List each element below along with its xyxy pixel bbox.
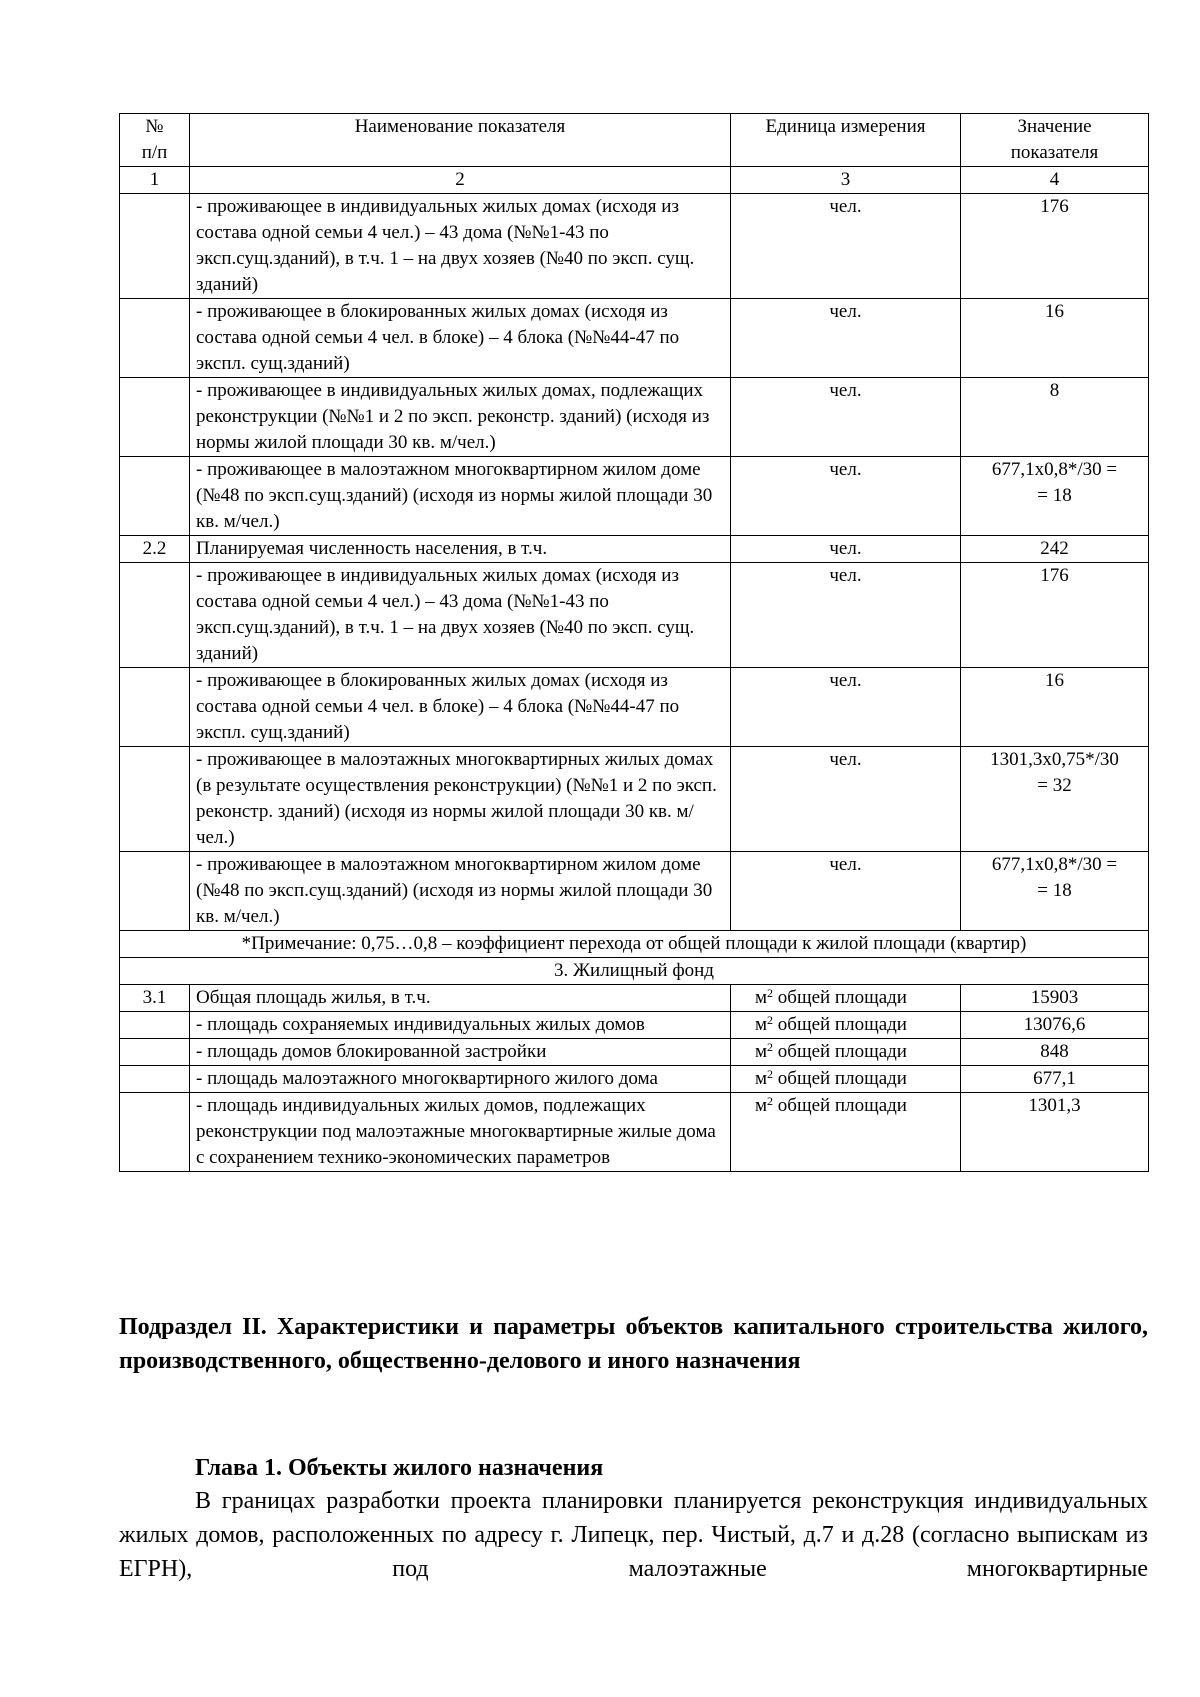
unit-superscript: 2 bbox=[767, 1094, 774, 1108]
indicator-value: 16 bbox=[961, 668, 1149, 747]
row-number: 2.2 bbox=[120, 536, 190, 563]
indicator-value: 13076,6 bbox=[961, 1012, 1149, 1039]
indicator-value: 8 bbox=[961, 378, 1149, 457]
row-number bbox=[120, 747, 190, 852]
indicator-unit: чел. bbox=[731, 668, 961, 747]
indicator-name: - площадь домов блокированной застройки bbox=[190, 1039, 731, 1066]
unit-suffix: общей площади bbox=[773, 1068, 907, 1089]
unit-suffix: общей площади bbox=[773, 987, 907, 1008]
column-number: 1 bbox=[120, 167, 190, 194]
table-row bbox=[120, 536, 1149, 563]
indicator-value: 1301,3х0,75*/30 = 32 bbox=[961, 747, 1149, 852]
table-row bbox=[120, 985, 1149, 1012]
section-heading: 3. Жилищный фонд bbox=[120, 958, 1149, 985]
table-row bbox=[120, 1012, 1149, 1039]
row-number bbox=[120, 563, 190, 668]
indicator-unit bbox=[731, 1093, 961, 1172]
column-number: 2 bbox=[190, 167, 731, 194]
indicator-name: - площадь малоэтажного многоквартирного жилого дома bbox=[190, 1066, 731, 1093]
table-row bbox=[120, 1039, 1149, 1066]
table-row bbox=[120, 378, 1149, 457]
table-row bbox=[120, 299, 1149, 378]
indicator-unit bbox=[731, 985, 961, 1012]
table-row bbox=[120, 668, 1149, 747]
indicator-name: - проживающее в малоэтажных многоквартирных жилых домах (в результате осуществления реконструкции) (№№1 и 2 по эксп. реконстр. зданий) (исходя из нормы жилой площади 30 кв. м/чел.) bbox=[190, 747, 731, 852]
table-note: *Примечание: 0,75…0,8 – коэффициент перехода от общей площади к жилой площади (квартир) bbox=[120, 931, 1149, 958]
row-number bbox=[120, 299, 190, 378]
indicator-name: - проживающее в индивидуальных жилых домах (исходя из состава одной семьи 4 чел.) – 43 дома (№№1-43 по эксп.сущ.зданий), в т.ч. 1 – на двух хозяев (№40 по эксп. сущ. зданий) bbox=[190, 563, 731, 668]
chapter-title: Глава 1. Объекты жилого назначения bbox=[195, 1455, 604, 1481]
indicator-unit bbox=[731, 1039, 961, 1066]
indicator-name: - площадь индивидуальных жилых домов, подлежащих реконструкции под малоэтажные многоквартирные жилые дома с сохранением технико-экономических параметров bbox=[190, 1093, 731, 1172]
header-name: Наименование показателя bbox=[190, 114, 731, 167]
indicators-table bbox=[119, 113, 1149, 1172]
table-row bbox=[120, 1066, 1149, 1093]
indicator-value: 176 bbox=[961, 563, 1149, 668]
indicator-unit: чел. bbox=[731, 536, 961, 563]
indicator-value: 242 bbox=[961, 536, 1149, 563]
row-number bbox=[120, 1093, 190, 1172]
unit-prefix: м bbox=[755, 1041, 768, 1062]
indicator-unit: чел. bbox=[731, 194, 961, 299]
indicator-name: - площадь сохраняемых индивидуальных жилых домов bbox=[190, 1012, 731, 1039]
note-row bbox=[120, 931, 1149, 958]
unit-prefix: м bbox=[755, 1095, 768, 1116]
indicator-value: 15903 bbox=[961, 985, 1149, 1012]
indicator-name: - проживающее в малоэтажном многоквартирном жилом доме (№48 по эксп.сущ.зданий) (исходя из нормы жилой площади 30 кв. м/чел.) bbox=[190, 852, 731, 931]
row-number bbox=[120, 1066, 190, 1093]
unit-suffix: общей площади bbox=[773, 1014, 907, 1035]
unit-suffix: общей площади bbox=[773, 1095, 907, 1116]
subsection-title: Подраздел II. Характеристики и параметры объектов капитального строительства жилого, производственного, общественно-делового и иного назначения bbox=[119, 1314, 1148, 1374]
row-number bbox=[120, 457, 190, 536]
row-number bbox=[120, 1012, 190, 1039]
unit-superscript: 2 bbox=[767, 986, 774, 1000]
table-row bbox=[120, 457, 1149, 536]
indicator-unit bbox=[731, 1012, 961, 1039]
indicator-name: - проживающее в индивидуальных жилых домах (исходя из состава одной семьи 4 чел.) – 43 дома (№№1-43 по эксп.сущ.зданий), в т.ч. 1 – на двух хозяев (№40 по эксп. сущ. зданий) bbox=[190, 194, 731, 299]
unit-suffix: общей площади bbox=[773, 1041, 907, 1062]
indicator-value: 848 bbox=[961, 1039, 1149, 1066]
indicator-name: - проживающее в индивидуальных жилых домах, подлежащих реконструкции (№№1 и 2 по эксп. реконстр. зданий) (исходя из нормы жилой площади 30 кв. м/чел.) bbox=[190, 378, 731, 457]
header-value: Значение показателя bbox=[961, 114, 1149, 167]
indicator-value: 16 bbox=[961, 299, 1149, 378]
column-numbers-row bbox=[120, 167, 1149, 194]
column-number: 4 bbox=[961, 167, 1149, 194]
unit-prefix: м bbox=[755, 987, 768, 1008]
table-row bbox=[120, 1093, 1149, 1172]
table-row bbox=[120, 852, 1149, 931]
indicator-unit: чел. bbox=[731, 457, 961, 536]
body-paragraph: В границах разработки проекта планировки планируется реконструкция индивидуальных жилых домов, расположенных по адресу г. Липецк, пер. Чистый, д.7 и д.28 (согласно выпискам из ЕГРН), под малоэтажные многоквартирные bbox=[119, 1488, 1148, 1582]
row-number bbox=[120, 668, 190, 747]
column-number: 3 bbox=[731, 167, 961, 194]
indicator-unit: чел. bbox=[731, 378, 961, 457]
header-unit: Единица измерения bbox=[731, 114, 961, 167]
table-header-row bbox=[120, 114, 1149, 167]
section-row bbox=[120, 958, 1149, 985]
indicator-value: 677,1х0,8*/30 = = 18 bbox=[961, 852, 1149, 931]
row-number bbox=[120, 852, 190, 931]
indicator-name: - проживающее в малоэтажном многоквартирном жилом доме (№48 по эксп.сущ.зданий) (исходя из нормы жилой площади 30 кв. м/чел.) bbox=[190, 457, 731, 536]
indicator-value: 677,1х0,8*/30 = = 18 bbox=[961, 457, 1149, 536]
indicator-unit: чел. bbox=[731, 747, 961, 852]
unit-superscript: 2 bbox=[767, 1040, 774, 1054]
row-number bbox=[120, 378, 190, 457]
table-row bbox=[120, 747, 1149, 852]
header-num: № п/п bbox=[120, 114, 190, 167]
indicator-unit bbox=[731, 1066, 961, 1093]
table-row bbox=[120, 563, 1149, 668]
row-number bbox=[120, 194, 190, 299]
indicator-unit: чел. bbox=[731, 563, 961, 668]
table-row bbox=[120, 194, 1149, 299]
indicator-value: 176 bbox=[961, 194, 1149, 299]
row-number: 3.1 bbox=[120, 985, 190, 1012]
indicator-name: Общая площадь жилья, в т.ч. bbox=[190, 985, 731, 1012]
indicator-name: - проживающее в блокированных жилых домах (исходя из состава одной семьи 4 чел. в блоке) – 4 блока (№№44-47 по экспл. сущ.зданий) bbox=[190, 299, 731, 378]
indicator-value: 677,1 bbox=[961, 1066, 1149, 1093]
indicator-unit: чел. bbox=[731, 299, 961, 378]
indicator-name: - проживающее в блокированных жилых домах (исходя из состава одной семьи 4 чел. в блоке) – 4 блока (№№44-47 по экспл. сущ.зданий) bbox=[190, 668, 731, 747]
unit-superscript: 2 bbox=[767, 1067, 774, 1081]
indicator-name: Планируемая численность населения, в т.ч. bbox=[190, 536, 731, 563]
indicator-unit: чел. bbox=[731, 852, 961, 931]
unit-prefix: м bbox=[755, 1068, 768, 1089]
row-number bbox=[120, 1039, 190, 1066]
unit-superscript: 2 bbox=[767, 1013, 774, 1027]
indicator-value: 1301,3 bbox=[961, 1093, 1149, 1172]
unit-prefix: м bbox=[755, 1014, 768, 1035]
